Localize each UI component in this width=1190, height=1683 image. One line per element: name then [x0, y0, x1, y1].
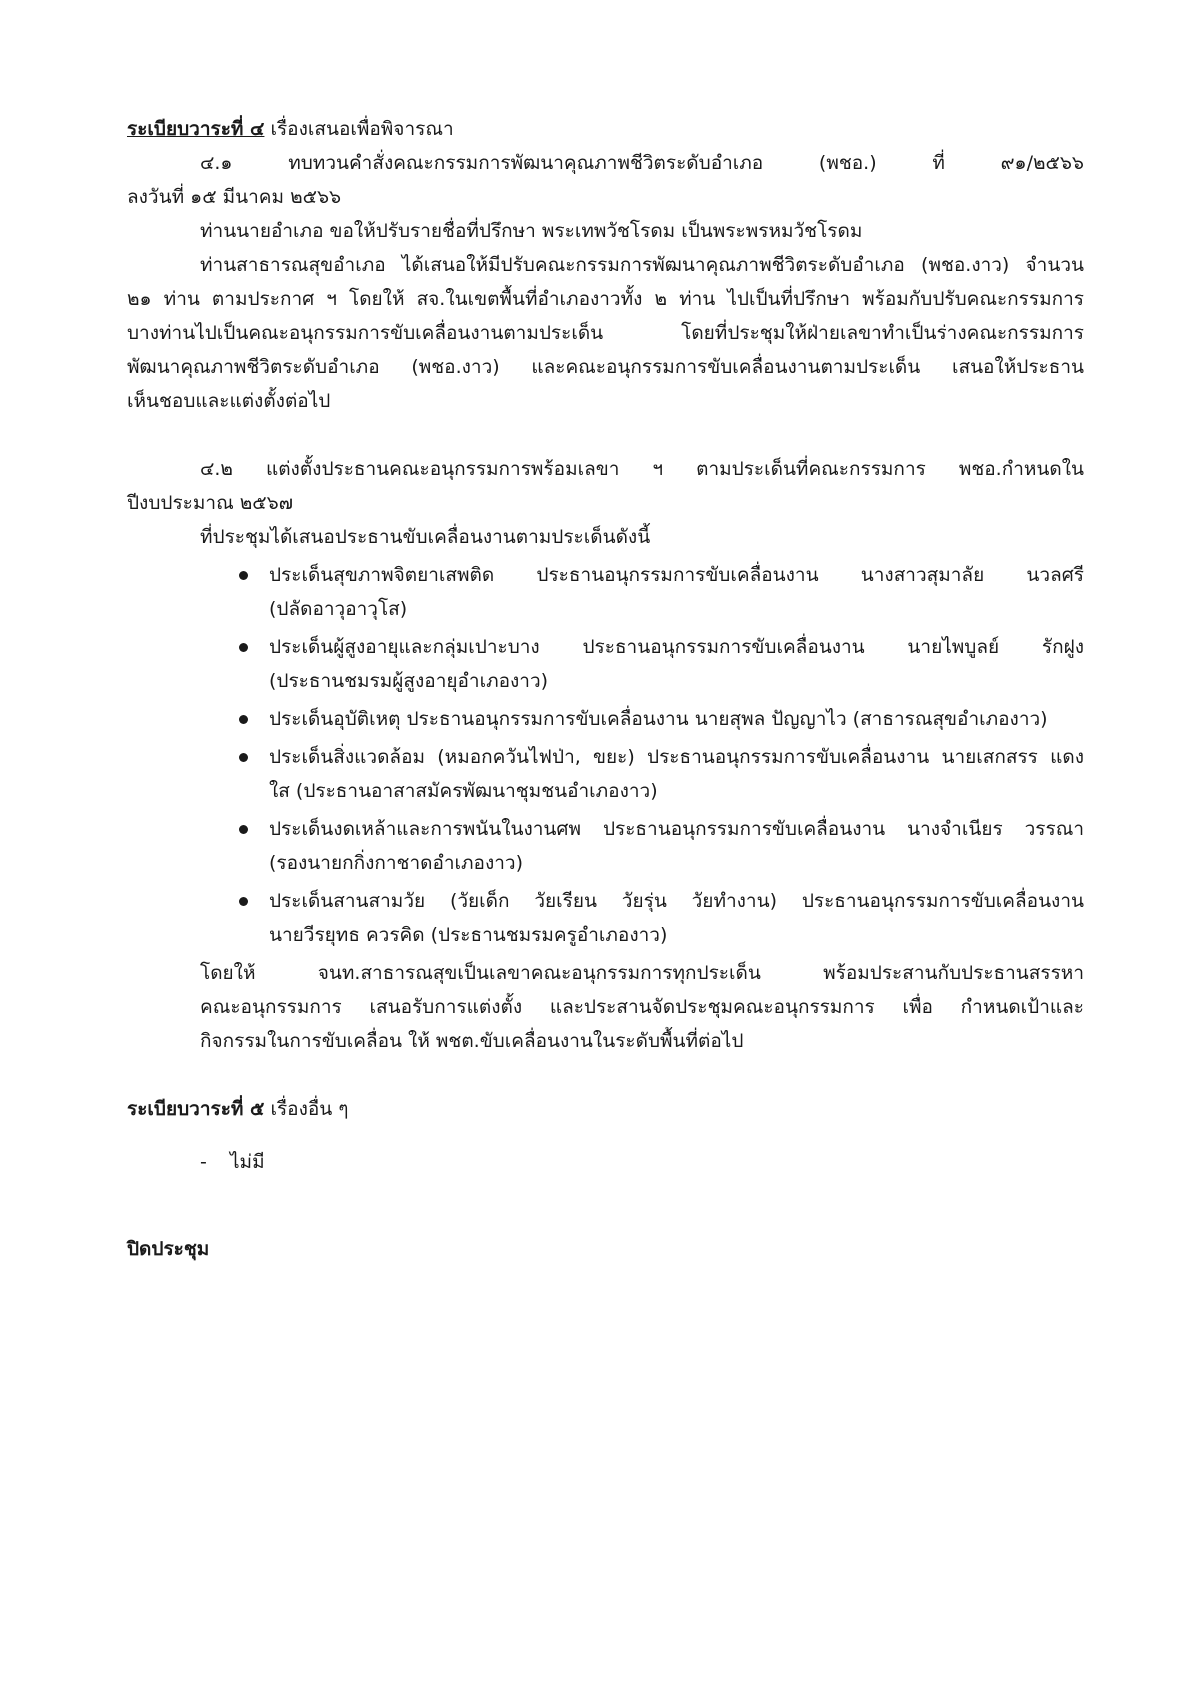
health-officer-line-1: ท่านสาธารณสุขอำเภอ ได้เสนอให้มีปรับคณะกรรมการพัฒนาคุณภาพชีวิตระดับอำเภอ (พชอ.งาว) จำนวน [200, 254, 1084, 276]
item-4-2-intro: ที่ประชุมได้เสนอประธานขับเคลื่อนงานตามประเด็นดังนี้ [200, 526, 651, 548]
document-page [127, 112, 1084, 1266]
list-item-line-1: ประเด็นสิ่งแวดล้อม (หมอกควันไฟป่า, ขยะ) ประธานอนุกรรมการขับเคลื่อนงาน นายเสกสรร แดง [269, 746, 1084, 768]
item-4-2-closing [127, 956, 1084, 1058]
item-4-1-line-1: ๔.๑ ทบทวนคำสั่งคณะกรรมการพัฒนาคุณภาพชีวิตระดับอำเภอ (พชอ.) ที่ ๙๑/๒๕๖๖ [200, 152, 1084, 174]
item-4-2-line-2: ปีงบประมาณ ๒๕๖๗ [127, 492, 293, 514]
closing-line-2: คณะอนุกรรมการ เสนอรับการแต่งตั้ง และประสานจัดประชุมคณะอนุกรรมการ เพื่อ กำหนดเป้าและ [200, 996, 1084, 1018]
spacer [127, 418, 1084, 452]
list-item-line-2: (ประธานชมรมผู้สูงอายุอำเภองาว) [269, 670, 549, 692]
list-item-line-1: ประเด็นผู้สูงอายุและกลุ่มเปาะบาง ประธานอนุกรรมการขับเคลื่อนงาน นายไพบูลย์ รักฝูง [269, 636, 1084, 658]
agenda-5-item [127, 1145, 1084, 1179]
dash-mark: - [200, 1151, 207, 1173]
list-item [239, 558, 1084, 626]
spacer [127, 1058, 1084, 1092]
list-item [239, 630, 1084, 698]
list-item-line-2: (รองนายกกิ่งกาชาดอำเภองาว) [269, 852, 523, 874]
health-officer-line-2: ๒๑ ท่าน ตามประกาศ ฯ โดยให้ สจ.ในเขตพื้นที่อำเภองาวทั้ง ๒ ท่าน ไปเป็นที่ปรึกษา พร้อมกับปรับคณะกรรมการ [127, 288, 1084, 310]
list-item [239, 740, 1084, 808]
item-4-1-line-2: ลงวันที่ ๑๕ มีนาคม ๒๕๖๖ [127, 186, 342, 208]
bullet-icon [239, 571, 248, 580]
list-item [239, 702, 1084, 736]
bullet-icon [239, 825, 248, 834]
spacer [127, 1198, 1084, 1232]
agenda-5-title: เรื่องอื่น ๆ [264, 1098, 349, 1120]
bullet-icon [239, 643, 248, 652]
district-chief-statement: ท่านนายอำเภอ ขอให้ปรับรายชื่อที่ปรึกษา พระเทพวัชโรดม เป็นพระพรหมวัชโรดม [200, 220, 863, 242]
list-item-line-1: ประเด็นสานสามวัย (วัยเด็ก วัยเรียน วัยรุ่น วัยทำงาน) ประธานอนุกรรมการขับเคลื่อนงาน [269, 890, 1084, 912]
bullet-icon [239, 753, 248, 762]
health-officer-line-4: พัฒนาคุณภาพชีวิตระดับอำเภอ (พชอ.งาว) และคณะอนุกรรมการขับเคลื่อนงานตามประเด็น เสนอให้ประธาน [127, 356, 1084, 378]
bullet-icon [239, 715, 248, 724]
list-item-line-2: (ปลัดอาวุอาวุโส) [269, 598, 408, 620]
health-officer-line-3: บางท่านไปเป็นคณะอนุกรรมการขับเคลื่อนงานตามประเด็น โดยที่ประชุมให้ฝ่ายเลขาทำเป็นร่างคณะกรรมการ [127, 322, 1084, 344]
agenda-5-heading: ระเบียบวาระที่ ๕ [127, 1098, 265, 1120]
bullet-icon [239, 897, 248, 906]
list-item-line-1: ประเด็นสุขภาพจิตยาเสพติด ประธานอนุกรรมการขับเคลื่อนงาน นางสาวสุมาลัย นวลศรี [269, 564, 1084, 586]
subcommittee-list [127, 558, 1084, 952]
list-item-line-2: นายวีรยุทธ ควรคิด (ประธานชมรมครูอำเภองาว) [269, 924, 668, 946]
agenda-4-heading-line [127, 112, 1084, 146]
list-item-line-1: ประเด็นงดเหล้าและการพนันในงานศพ ประธานอนุกรรมการขับเคลื่อนงาน นางจำเนียร วรรณา [269, 818, 1084, 840]
agenda-5-none: ไม่มี [230, 1151, 265, 1173]
closing-line-3: กิจกรรมในการขับเคลื่อน ให้ พชต.ขับเคลื่อนงานในระดับพื้นที่ต่อไป [200, 1030, 744, 1052]
agenda-4-title: เรื่องเสนอเพื่อพิจารณา [264, 118, 454, 140]
agenda-5-heading-line [127, 1092, 1084, 1126]
agenda-4-heading: ระเบียบวาระที่ ๔ [127, 118, 265, 140]
item-4-2-line-1: ๔.๒ แต่งตั้งประธานคณะอนุกรรมการพร้อมเลขา ฯ ตามประเด็นที่คณะกรรมการ พชอ.กำหนดใน [200, 458, 1084, 480]
health-officer-line-5: เห็นชอบและแต่งตั้งต่อไป [127, 390, 331, 412]
closing-title: ปิดประชุม [127, 1238, 210, 1260]
list-item [239, 812, 1084, 880]
list-item-line-2: ใส (ประธานอาสาสมัครพัฒนาชุมชนอำเภองาว) [269, 780, 658, 802]
list-item [239, 884, 1084, 952]
closing-line-1: โดยให้ จนท.สาธารณสุขเป็นเลขาคณะอนุกรรมการทุกประเด็น พร้อมประสานกับประธานสรรหา [200, 962, 1084, 984]
list-item-line-1: ประเด็นอุบัติเหตุ ประธานอนุกรรมการขับเคลื่อนงาน นายสุพล ปัญญาไว (สาธารณสุขอำเภองาว) [269, 708, 1048, 730]
